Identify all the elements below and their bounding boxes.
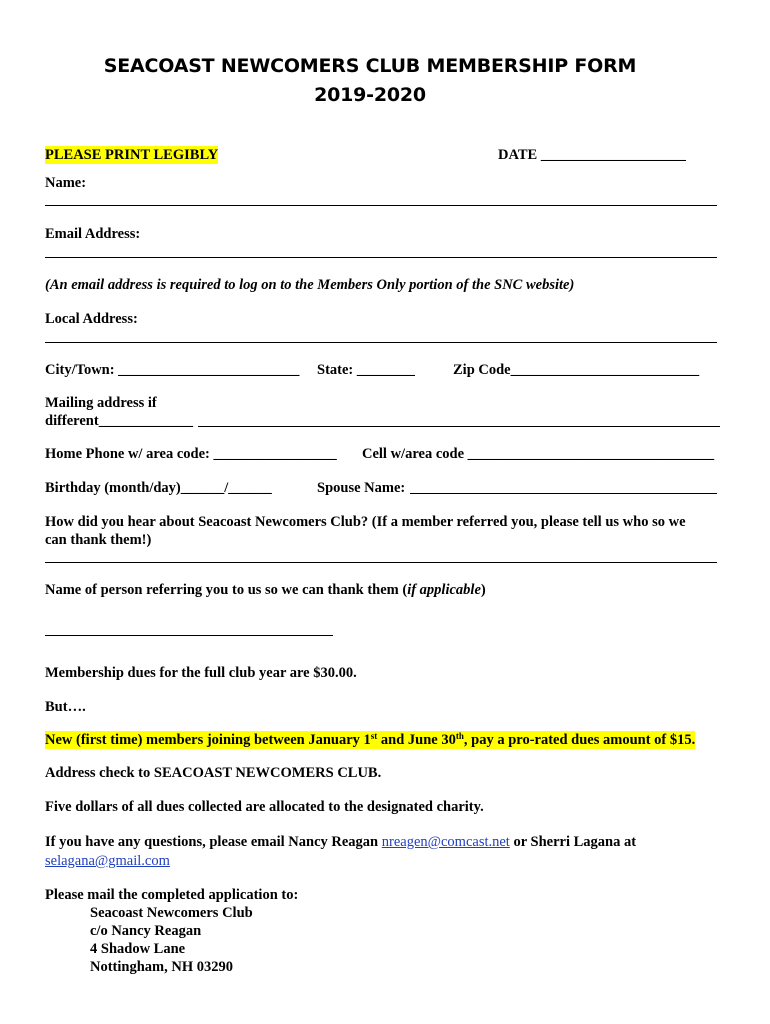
referrer-label: Name of person referring you to us so we can thank them (if applicable) xyxy=(45,582,486,598)
date-field[interactable]: DATE ____________________ xyxy=(498,147,686,163)
zip-field[interactable]: Zip Code__________________________ xyxy=(453,362,700,378)
mail-address-line: c/o Nancy Reagan xyxy=(90,923,202,939)
local-address-line[interactable] xyxy=(45,342,717,343)
name-label: Name: xyxy=(45,175,87,191)
mail-address-line: 4 Shadow Lane xyxy=(90,941,186,957)
form-title: SEACOAST NEWCOMERS CLUB MEMBERSHIP FORM xyxy=(103,55,637,77)
referral-answer-line[interactable] xyxy=(45,562,717,563)
charity-text: Five dollars of all dues collected are allocated to the designated charity. xyxy=(45,799,484,815)
city-field[interactable]: City/Town: _________________________ xyxy=(45,362,300,378)
birthday-field[interactable]: Birthday (month/day)______/______ xyxy=(45,480,272,496)
spouse-name-label: Spouse Name: xyxy=(317,480,406,496)
referral-question: How did you hear about Seacoast Newcomers Club? (If a member referred you, please tell us who so we xyxy=(45,514,686,530)
email-link-nancy[interactable]: nreagen@comcast.net xyxy=(381,834,510,850)
form-year: 2019-2020 xyxy=(314,84,426,106)
home-phone-field[interactable]: Home Phone w/ area code: _________________ xyxy=(45,446,337,462)
state-field[interactable]: State: ________ xyxy=(317,362,415,378)
print-legibly-notice: PLEASE PRINT LEGIBLY xyxy=(45,147,219,163)
mail-instructions: Please mail the completed application to: xyxy=(45,887,299,903)
but-text: But…. xyxy=(45,699,86,715)
address-check-text: Address check to SEACOAST NEWCOMERS CLUB. xyxy=(45,765,382,781)
mail-address-line: Nottingham, NH 03290 xyxy=(90,959,233,975)
mailing-address-label-2: different_____________ xyxy=(45,413,193,429)
mailing-address-label: Mailing address if xyxy=(45,395,157,411)
mail-address-line: Seacoast Newcomers Club xyxy=(90,905,253,921)
cell-phone-field[interactable]: Cell w/area code __________________________________ xyxy=(362,446,715,462)
questions-text: If you have any questions, please email Nancy Reagan nreagen@comcast.net or Sherri Lagana at xyxy=(45,834,637,850)
spouse-name-line[interactable] xyxy=(410,493,717,494)
mailing-address-line[interactable] xyxy=(198,426,720,427)
name-line[interactable] xyxy=(45,205,717,206)
dues-full-text: Membership dues for the full club year are $30.00. xyxy=(45,665,357,681)
email-line[interactable] xyxy=(45,257,717,258)
referral-question-2: can thank them!) xyxy=(45,532,152,548)
email-note: (An email address is required to log on to the Members Only portion of the SNC website) xyxy=(45,277,575,293)
questions-text-2 xyxy=(45,852,170,870)
referrer-line[interactable] xyxy=(45,635,333,636)
prorated-dues-notice: New (first time) members joining between January 1st and June 30th, pay a pro-rated dues amount of $15. xyxy=(45,731,696,748)
email-label: Email Address: xyxy=(45,226,141,242)
local-address-label: Local Address: xyxy=(45,311,138,327)
email-link-sherri[interactable]: selagana@gmail.com xyxy=(45,853,170,869)
